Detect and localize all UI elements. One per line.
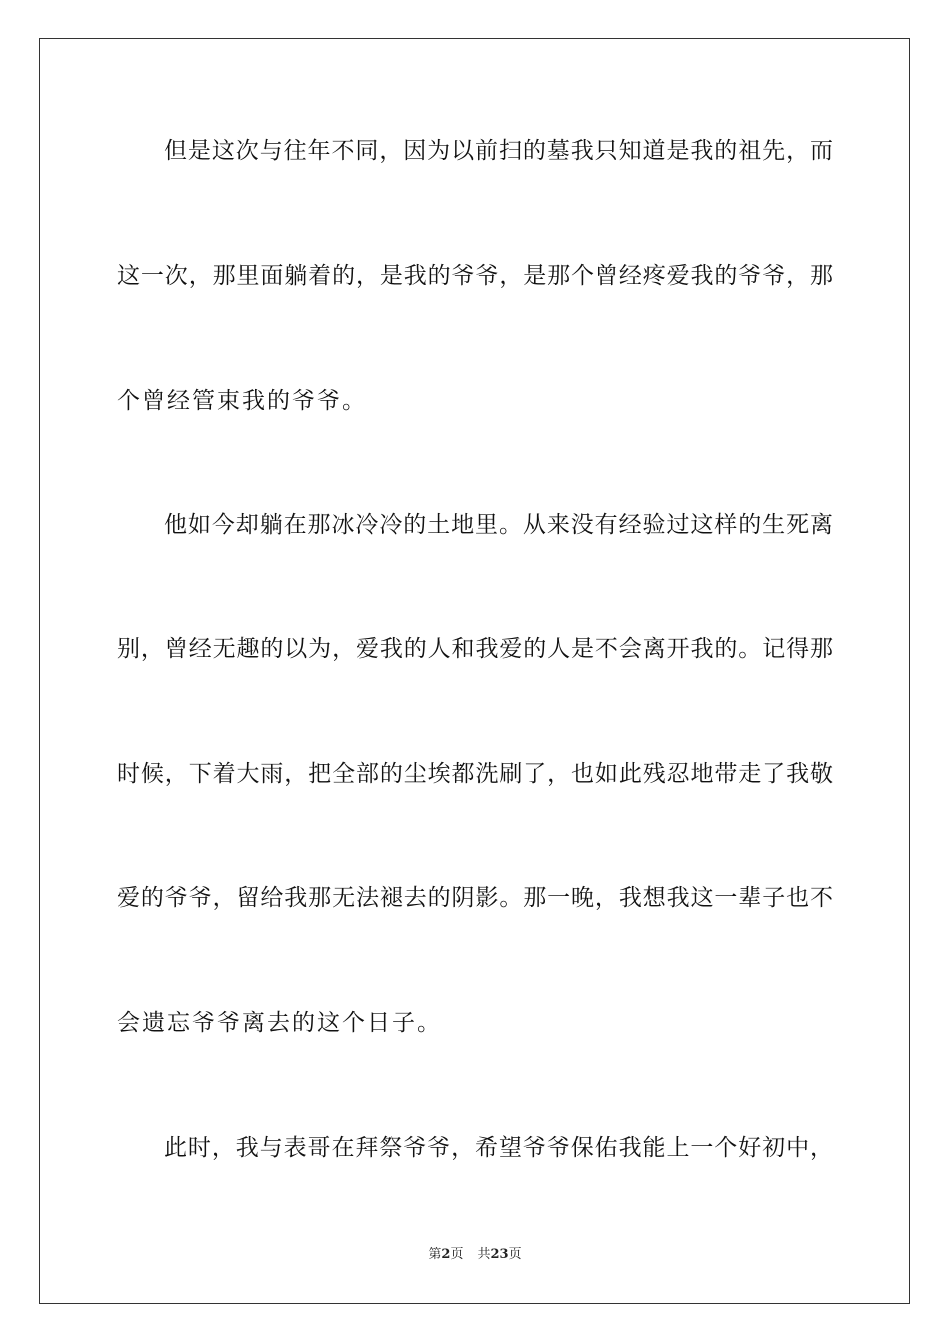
footer-total-pages: 23 (490, 1247, 509, 1262)
paragraph-2-line-3: 时候，下着大雨，把全部的尘埃都洗刷了，也如此残忍地带走了我敬 (117, 761, 833, 787)
paragraph-2-line-1: 他如今却躺在那冰冷冷的土地里。从来没有经验过这样的生死离 (164, 512, 833, 538)
footer-total-prefix: 共 (477, 1247, 491, 1262)
footer-total-suffix: 页 (508, 1247, 522, 1262)
paragraph-2-line-4: 爱的爷爷，留给我那无法褪去的阴影。那一晚，我想我这一辈子也不 (117, 885, 833, 911)
footer-page-number: 2 (441, 1247, 451, 1262)
paragraph-1-line-2: 这一次，那里面躺着的，是我的爷爷，是那个曾经疼爱我的爷爷，那 (117, 263, 833, 289)
footer-page-suffix: 页 (450, 1247, 464, 1262)
page-footer (0, 1246, 950, 1264)
footer-page-prefix: 第 (428, 1247, 442, 1262)
paragraph-1-line-1: 但是这次与往年不同，因为以前扫的墓我只知道是我的祖先，而 (164, 138, 833, 164)
paragraph-3-line-1: 此时，我与表哥在拜祭爷爷，希望爷爷保佑我能上一个好初中， (164, 1135, 833, 1161)
paragraph-1-line-3: 个曾经管束我的爷爷。 (117, 388, 367, 414)
paragraph-2-line-5: 会遗忘爷爷离去的这个日子。 (117, 1010, 442, 1036)
paragraph-2-line-2: 别，曾经无趣的以为，爱我的人和我爱的人是不会离开我的。记得那 (117, 636, 833, 662)
page-border (39, 38, 910, 1304)
